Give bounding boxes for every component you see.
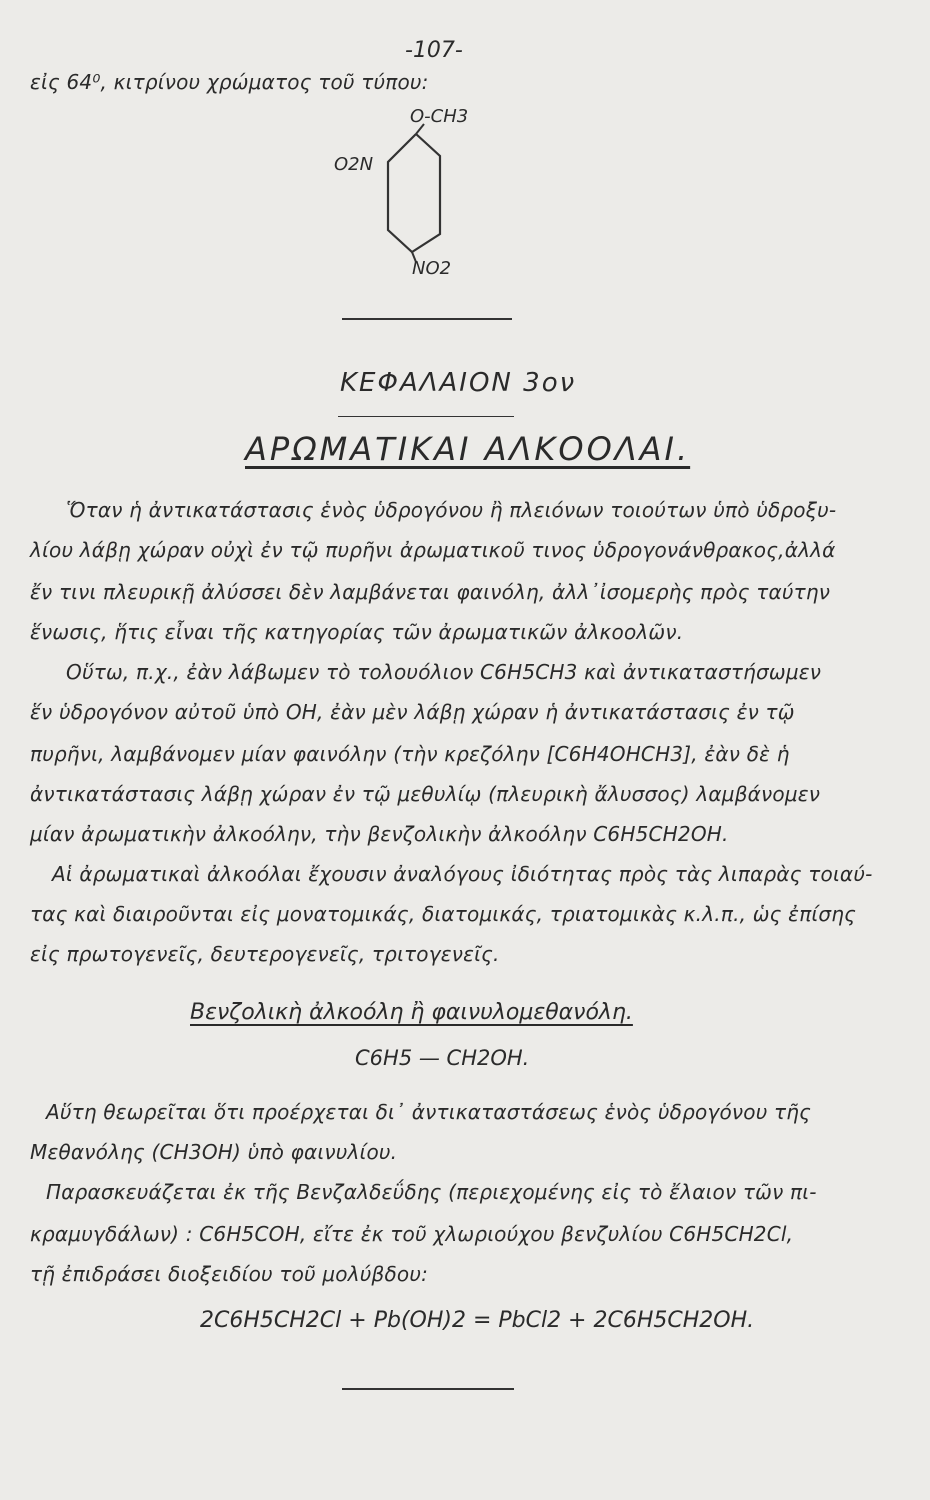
chapter-title: ΑΡΩΜΑΤΙΚΑΙ ΑΛΚΟΟΛΑΙ.	[245, 430, 691, 468]
paragraph2-line5: μίαν ἀρωματικὴν ἀλκοόλην, τὴν βενζολικὴν ἀλκοόλην C6H5CH2OH.	[30, 822, 729, 846]
nitro-group-left-label: O2N	[334, 154, 374, 175]
paragraph3-line3: εἰς πρωτογενεῖς, δευτερογενεῖς, τριτογενεῖς.	[30, 942, 500, 966]
paragraph2-line1: Οὕτω, π.χ., ἐὰν λάβωμεν τὸ τολουόλιον C6H5CH3 καὶ ἀντικαταστήσωμεν	[66, 660, 822, 684]
paragraph4-line2: Μεθανόλης (CH3OH) ὑπὸ φαινυλίου.	[30, 1140, 398, 1164]
divider-top	[342, 318, 512, 320]
paragraph1-line2: λίου λάβῃ χώραν οὐχὶ ἐν τῷ πυρῆνι ἀρωματικοῦ τινος ὑδρογονάνθρακος,ἀλλά	[30, 538, 836, 562]
paragraph5-line3: τῇ ἐπιδράσει διοξειδίου τοῦ μολύβδου:	[30, 1262, 429, 1286]
paragraph2-line4: ἀντικατάστασις λάβῃ χώραν ἐν τῷ μεθυλίῳ (πλευρικὴ ἄλυσσος) λαμβάνομεν	[30, 782, 821, 806]
molecule-structure	[320, 106, 520, 290]
paragraph3-line2: τας καὶ διαιροῦνται εἰς μονατομικάς, διατομικάς, τριατομικὰς κ.λ.π., ὡς ἐπίσης	[30, 902, 857, 926]
paragraph1-line3: ἔν τινι πλευρικῇ ἀλύσσει δὲν λαμβάνεται φαινόλη, ἀλλ᾽ἰσομερὴς πρὸς ταύτην	[30, 580, 831, 604]
page-number: -107-	[405, 38, 463, 63]
nitro-group-bottom-label: NO2	[412, 258, 452, 279]
paragraph1-line4: ἕνωσις, ἥτις εἶναι τῆς κατηγορίας τῶν ἀρωματικῶν ἀλκοολῶν.	[30, 620, 684, 644]
paragraph3-line1: Αἱ ἀρωματικαὶ ἀλκοόλαι ἔχουσιν ἀναλόγους ἰδιότητας πρὸς τὰς λιπαρὰς τοιαύ-	[52, 862, 873, 886]
divider-bottom	[342, 1388, 514, 1390]
paragraph5-line2: κραμυγδάλων) : C6H5COH, εἴτε ἐκ τοῦ χλωριούχου βενζυλίου C6H5CH2Cl,	[30, 1222, 794, 1246]
methoxy-group-label: O-CH3	[410, 106, 469, 127]
paragraph5-line1: Παρασκευάζεται ἐκ τῆς Βενζαλδεΰδης (περιεχομένης εἰς τὸ ἔλαιον τῶν πι-	[46, 1180, 817, 1204]
paragraph2-line3: πυρῆνι, λαμβάνομεν μίαν φαινόλην (τὴν κρεζόλην [C6H4OHCH3], ἐὰν δὲ ἡ	[30, 742, 790, 766]
chapter-underline	[338, 416, 514, 417]
paragraph1-line1: Ὅταν ἡ ἀντικατάστασις ἑνὸς ὑδρογόνου ἢ πλειόνων τοιούτων ὑπὸ ὑδροξυ-	[66, 498, 837, 522]
section-formula: C6H5 — CH2OH.	[355, 1046, 530, 1070]
intro-line: εἰς 64⁰, κιτρίνου χρώματος τοῦ τύπου:	[30, 70, 429, 94]
section-title: Βενζολικὴ ἀλκοόλη ἢ φαινυλομεθανόλη.	[190, 1000, 633, 1025]
paragraph4-line1: Αὕτη θεωρεῖται ὅτι προέρχεται δι᾽ ἀντικαταστάσεως ἑνὸς ὑδρογόνου τῆς	[46, 1100, 812, 1124]
reaction-equation: 2C6H5CH2Cl + Pb(OH)2 = PbCl2 + 2C6H5CH2OH.	[200, 1308, 755, 1333]
paragraph2-line2: ἕν ὑδρογόνον αὐτοῦ ὑπὸ ΟΗ, ἐὰν μὲν λάβῃ χώραν ἡ ἀντικατάστασις ἐν τῷ	[30, 700, 795, 724]
chapter-label: ΚΕΦΑΛΑΙΟΝ 3ον	[340, 368, 577, 398]
